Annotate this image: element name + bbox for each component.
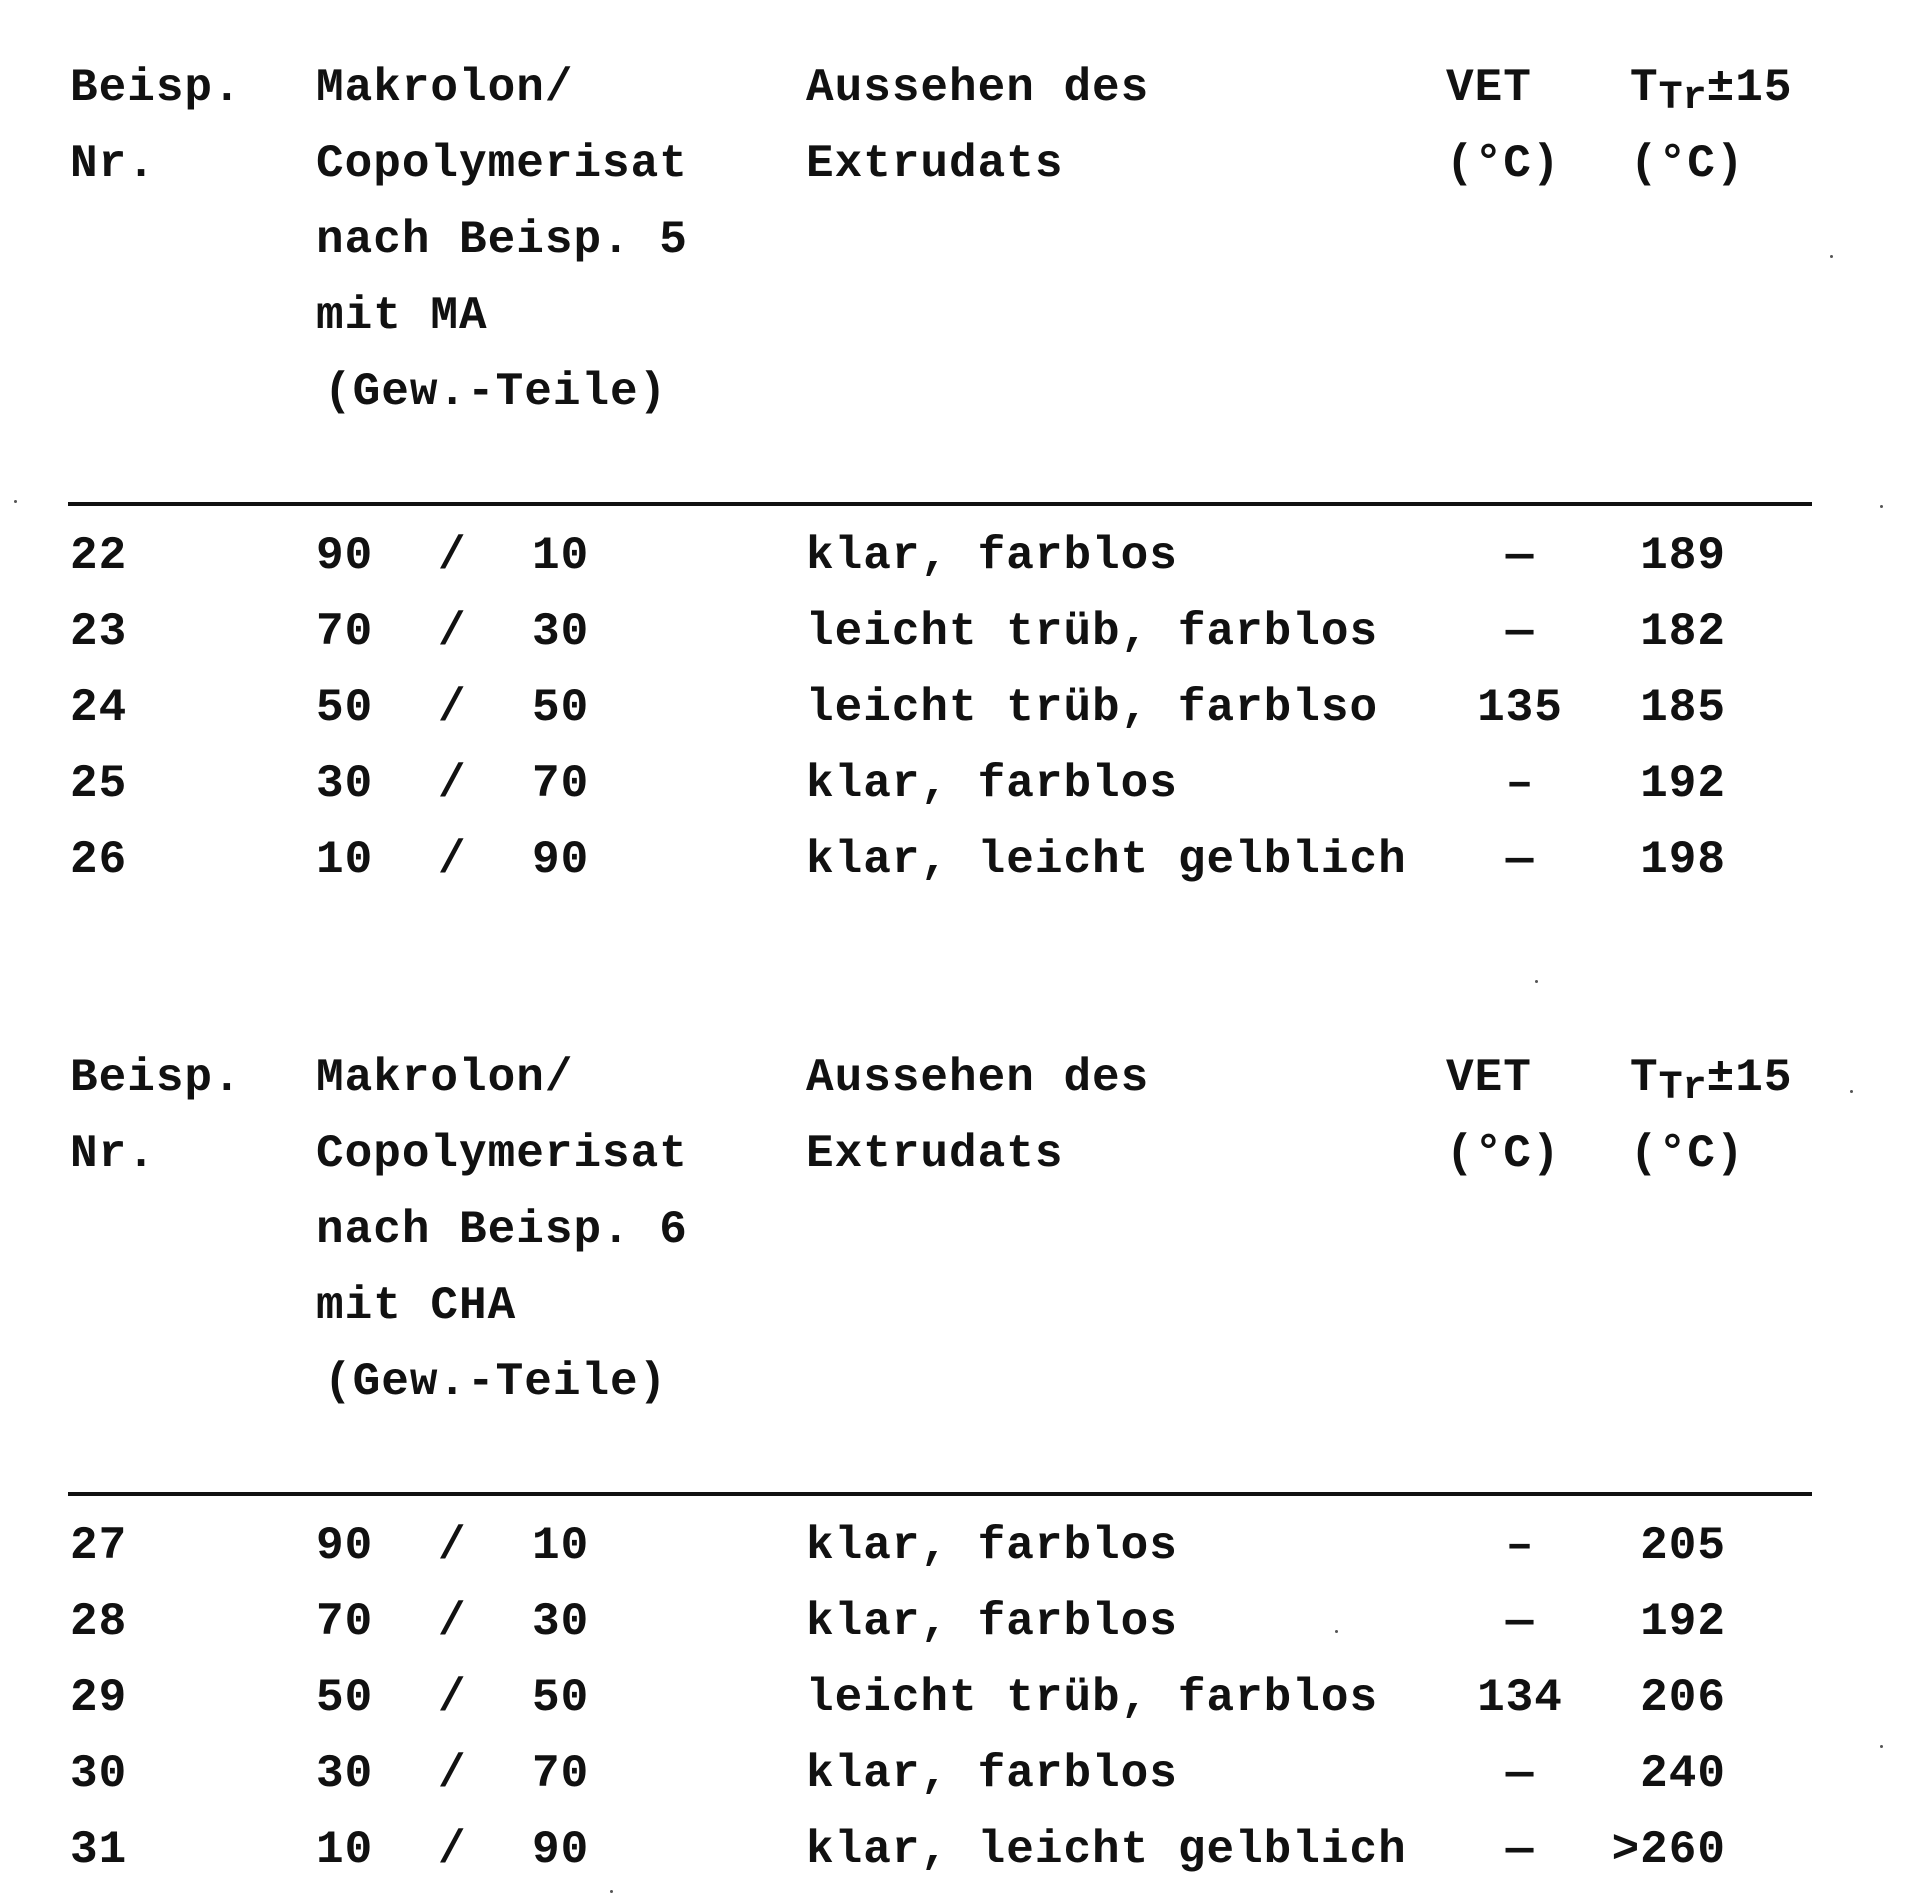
table-row xyxy=(0,594,1911,670)
cell-appearance: klar, farblos xyxy=(806,758,1178,810)
cell-slash: / xyxy=(438,1748,467,1800)
header-makrolon-line-3: nach Beisp. 5 xyxy=(316,214,688,266)
header-makrolon-line-4: mit MA xyxy=(316,290,488,342)
cell-appearance: klar, leicht gelblich xyxy=(806,834,1407,886)
cell-slash: / xyxy=(438,834,467,886)
cell-ttr: 192 xyxy=(1640,1596,1726,1648)
cell-nr: 26 xyxy=(70,834,128,886)
cell-vet: — xyxy=(1505,1748,1535,1800)
cell-slash: / xyxy=(438,1596,467,1648)
header-vet xyxy=(1446,50,1560,202)
cell-ttr: 192 xyxy=(1640,758,1726,810)
header-aussehen-line-2: Extrudats xyxy=(806,1128,1064,1180)
table-row xyxy=(0,1584,1911,1660)
ttr-tolerance: ±15 xyxy=(1706,1052,1793,1104)
cell-copolymer: 30 xyxy=(532,1596,590,1648)
cell-vet: – xyxy=(1505,758,1535,810)
cell-nr: 30 xyxy=(70,1748,128,1800)
scan-speck xyxy=(1830,255,1833,258)
header-aussehen-line-1: Aussehen des xyxy=(806,1052,1150,1104)
table-row xyxy=(0,1660,1911,1736)
header-vet-line-2: (°C) xyxy=(1446,1128,1561,1180)
cell-appearance: leicht trüb, farblos xyxy=(806,606,1379,658)
ttr-subscript: Tr xyxy=(1658,76,1707,121)
scan-speck xyxy=(14,500,17,503)
header-nr xyxy=(70,1040,242,1192)
header-ttr-line-1 xyxy=(1630,1040,1792,1116)
scan-speck xyxy=(1850,1090,1853,1093)
cell-nr: 23 xyxy=(70,606,128,658)
cell-nr: 27 xyxy=(70,1520,128,1572)
cell-appearance: klar, farblos xyxy=(806,1596,1178,1648)
header-makrolon-line-1: Makrolon/ xyxy=(316,1052,574,1104)
cell-makrolon: 90 xyxy=(316,1520,374,1572)
header-nr xyxy=(70,50,242,202)
cell-vet: — xyxy=(1505,606,1535,658)
table-1-divider xyxy=(68,502,1812,506)
cell-copolymer: 90 xyxy=(532,1824,590,1876)
cell-slash: / xyxy=(438,1824,467,1876)
cell-appearance: klar, farblos xyxy=(806,1748,1178,1800)
cell-vet: 134 xyxy=(1477,1672,1563,1724)
cell-makrolon: 70 xyxy=(316,1596,374,1648)
header-makrolon-line-4: mit CHA xyxy=(316,1280,517,1332)
cell-vet: — xyxy=(1505,834,1535,886)
scan-speck xyxy=(610,1890,613,1893)
cell-slash: / xyxy=(438,530,467,582)
table-row xyxy=(0,518,1911,594)
cell-copolymer: 70 xyxy=(532,1748,590,1800)
cell-slash: / xyxy=(438,1672,467,1724)
table-row xyxy=(0,822,1911,898)
cell-makrolon: 50 xyxy=(316,682,374,734)
header-nr-line-2: Nr. xyxy=(70,1128,156,1180)
scan-speck xyxy=(1335,1630,1338,1633)
cell-copolymer: 10 xyxy=(532,530,590,582)
cell-makrolon: 10 xyxy=(316,1824,374,1876)
header-makrolon xyxy=(316,50,688,430)
cell-ttr: 182 xyxy=(1640,606,1726,658)
cell-makrolon: 90 xyxy=(316,530,374,582)
header-vet xyxy=(1446,1040,1560,1192)
cell-makrolon: 10 xyxy=(316,834,374,886)
header-nr-line-1: Beisp. xyxy=(70,1052,242,1104)
cell-ttr: >260 xyxy=(1611,1824,1726,1876)
cell-nr: 29 xyxy=(70,1672,128,1724)
cell-nr: 28 xyxy=(70,1596,128,1648)
header-aussehen-line-2: Extrudats xyxy=(806,138,1064,190)
cell-copolymer: 90 xyxy=(532,834,590,886)
header-nr-line-2: Nr. xyxy=(70,138,156,190)
ttr-t: T xyxy=(1630,62,1659,114)
table-2-divider xyxy=(68,1492,1812,1496)
cell-appearance: leicht trüb, farblso xyxy=(806,682,1379,734)
header-ttr-line-1 xyxy=(1630,50,1792,126)
ttr-tolerance: ±15 xyxy=(1706,62,1793,114)
cell-vet: — xyxy=(1505,1596,1535,1648)
header-ttr xyxy=(1630,50,1792,202)
header-vet-line-1: VET xyxy=(1446,62,1532,114)
header-makrolon-line-3: nach Beisp. 6 xyxy=(316,1204,688,1256)
header-ttr xyxy=(1630,1040,1792,1192)
header-makrolon-line-5: (Gew.-Teile) xyxy=(324,1356,668,1408)
cell-ttr: 189 xyxy=(1640,530,1726,582)
cell-slash: / xyxy=(438,682,467,734)
ttr-t: T xyxy=(1630,1052,1659,1104)
cell-ttr: 185 xyxy=(1640,682,1726,734)
cell-copolymer: 10 xyxy=(532,1520,590,1572)
cell-copolymer: 70 xyxy=(532,758,590,810)
cell-appearance: klar, leicht gelblich xyxy=(806,1824,1407,1876)
cell-copolymer: 30 xyxy=(532,606,590,658)
cell-appearance: klar, farblos xyxy=(806,1520,1178,1572)
header-makrolon-line-2: Copolymerisat xyxy=(316,138,688,190)
cell-slash: / xyxy=(438,606,467,658)
header-aussehen xyxy=(806,1040,1149,1192)
cell-slash: / xyxy=(438,1520,467,1572)
cell-vet: — xyxy=(1505,1824,1535,1876)
cell-copolymer: 50 xyxy=(532,1672,590,1724)
table-row xyxy=(0,1508,1911,1584)
cell-nr: 25 xyxy=(70,758,128,810)
scan-speck xyxy=(1880,1745,1883,1748)
header-makrolon-line-2: Copolymerisat xyxy=(316,1128,688,1180)
table-row xyxy=(0,670,1911,746)
header-nr-line-1: Beisp. xyxy=(70,62,242,114)
cell-nr: 22 xyxy=(70,530,128,582)
cell-vet: – xyxy=(1505,1520,1535,1572)
header-ttr-line-2: (°C) xyxy=(1630,1128,1745,1180)
cell-nr: 31 xyxy=(70,1824,128,1876)
header-aussehen xyxy=(806,50,1149,202)
scan-speck xyxy=(1880,505,1883,508)
cell-vet: — xyxy=(1505,530,1535,582)
cell-appearance: klar, farblos xyxy=(806,530,1178,582)
cell-vet: 135 xyxy=(1477,682,1563,734)
header-vet-line-1: VET xyxy=(1446,1052,1532,1104)
scan-speck xyxy=(1535,980,1538,983)
header-makrolon-line-5: (Gew.-Teile) xyxy=(324,366,668,418)
cell-copolymer: 50 xyxy=(532,682,590,734)
table-row xyxy=(0,746,1911,822)
cell-ttr: 198 xyxy=(1640,834,1726,886)
ttr-subscript: Tr xyxy=(1658,1066,1707,1111)
header-makrolon xyxy=(316,1040,688,1420)
cell-makrolon: 30 xyxy=(316,1748,374,1800)
cell-appearance: leicht trüb, farblos xyxy=(806,1672,1379,1724)
cell-makrolon: 50 xyxy=(316,1672,374,1724)
table-row xyxy=(0,1812,1911,1888)
header-aussehen-line-1: Aussehen des xyxy=(806,62,1150,114)
table-row xyxy=(0,1736,1911,1812)
cell-ttr: 240 xyxy=(1640,1748,1726,1800)
cell-slash: / xyxy=(438,758,467,810)
cell-nr: 24 xyxy=(70,682,128,734)
cell-ttr: 205 xyxy=(1640,1520,1726,1572)
header-makrolon-line-1: Makrolon/ xyxy=(316,62,574,114)
header-ttr-line-2: (°C) xyxy=(1630,138,1745,190)
cell-makrolon: 30 xyxy=(316,758,374,810)
cell-makrolon: 70 xyxy=(316,606,374,658)
cell-ttr: 206 xyxy=(1640,1672,1726,1724)
header-vet-line-2: (°C) xyxy=(1446,138,1561,190)
